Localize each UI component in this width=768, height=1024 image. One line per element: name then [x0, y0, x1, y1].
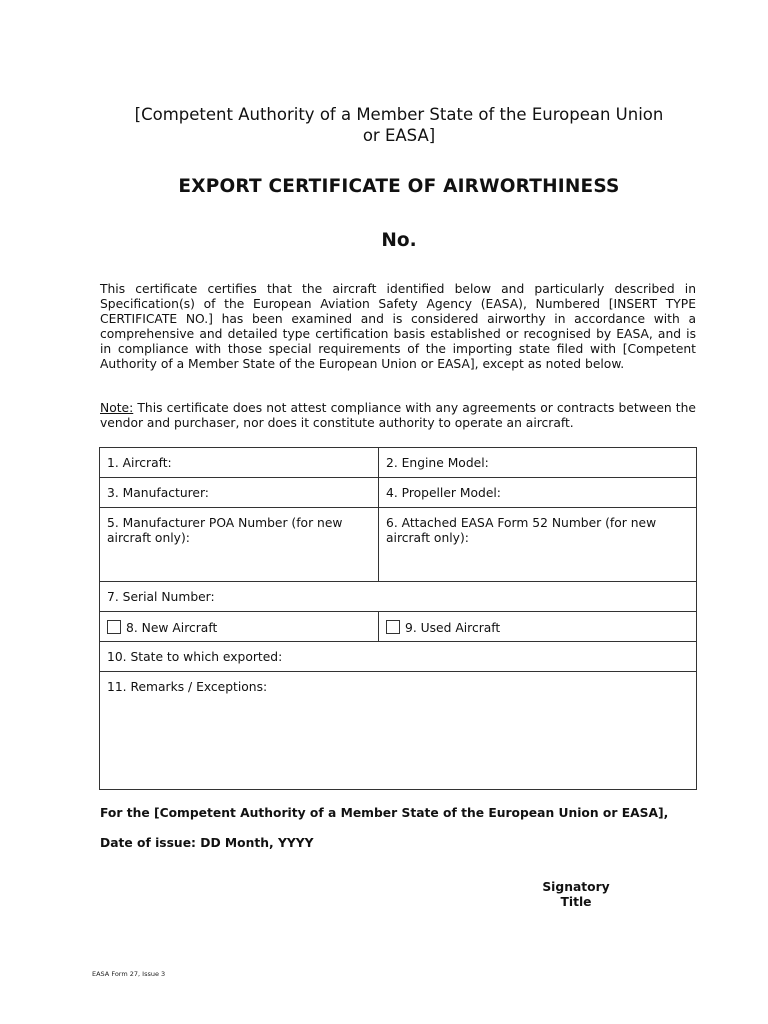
engine-model-label: 2. Engine Model:: [386, 456, 489, 470]
form-footer: EASA Form 27, Issue 3: [92, 970, 166, 978]
engine-model-field[interactable]: [379, 448, 697, 478]
certificate-form-table: [99, 447, 697, 790]
state-exported-label: 10. State to which exported:: [107, 650, 283, 664]
table-row: [100, 448, 697, 478]
table-row: [100, 508, 697, 582]
date-of-issue: Date of issue: DD Month, YYYY: [100, 836, 314, 850]
state-exported-field[interactable]: [100, 642, 697, 672]
table-row: [100, 612, 697, 642]
authority-heading: [100, 104, 698, 146]
propeller-model-field[interactable]: [379, 478, 697, 508]
certificate-number-label: No.: [381, 230, 417, 251]
note-paragraph: [100, 401, 696, 431]
manufacturer-field[interactable]: [100, 478, 379, 508]
certificate-title: EXPORT CERTIFICATE OF AIRWORTHINESS: [178, 176, 620, 197]
aircraft-label: 1. Aircraft:: [107, 456, 172, 470]
remarks-label: 11. Remarks / Exceptions:: [107, 680, 268, 694]
authority-line-1: [Competent Authority of a Member State of the European Union: [134, 105, 664, 124]
serial-number-label: 7. Serial Number:: [107, 590, 215, 604]
manufacturer-label: 3. Manufacturer:: [107, 486, 209, 500]
form52-number-label: 6. Attached EASA Form 52 Number (for new aircraft only):: [386, 516, 657, 545]
certification-paragraph: This certificate certifies that the aircraft identified below and particularly described in Specification(s) of the European Aviation Safety Agency (EASA), Numbered [INSERT TYPE CERTIFICATE NO.] has been examined and is considered airworthy in accordance with a comprehensive and detailed type certification basis established or recognised by EASA, and is in compliance with those special requirements of the importing state filed with [Competent Authority of a Member State of the European Union or EASA], except as noted below.: [100, 282, 696, 371]
signatory-label: Signatory: [542, 880, 610, 894]
serial-number-field[interactable]: [100, 582, 697, 612]
poa-number-field[interactable]: [100, 508, 379, 582]
signatory-title: Title: [560, 894, 592, 909]
used-aircraft-checkbox[interactable]: [386, 620, 400, 634]
propeller-model-label: 4. Propeller Model:: [386, 486, 501, 500]
form52-number-field[interactable]: [379, 508, 697, 582]
aircraft-field[interactable]: [100, 448, 379, 478]
poa-number-label: 5. Manufacturer POA Number (for new aircraft only):: [107, 516, 343, 545]
used-aircraft-label: 9. Used Aircraft: [405, 621, 501, 635]
new-aircraft-label: 8. New Aircraft: [126, 621, 218, 635]
signature-block: [520, 880, 632, 909]
authority-line-2: or EASA]: [362, 126, 436, 145]
new-aircraft-checkbox[interactable]: [107, 620, 121, 634]
issuing-authority-line: For the [Competent Authority of a Member State of the European Union or EASA],: [100, 806, 669, 820]
note-text: This certificate does not attest compliance with any agreements or contracts between the vendor and purchaser, nor does it constitute authority to operate an aircraft.: [100, 401, 696, 430]
note-label: Note:: [100, 401, 134, 415]
used-aircraft-cell: [379, 612, 697, 642]
table-row: [100, 672, 697, 790]
table-row: [100, 582, 697, 612]
table-row: [100, 478, 697, 508]
table-row: [100, 642, 697, 672]
remarks-field[interactable]: [100, 672, 697, 790]
new-aircraft-cell: [100, 612, 379, 642]
